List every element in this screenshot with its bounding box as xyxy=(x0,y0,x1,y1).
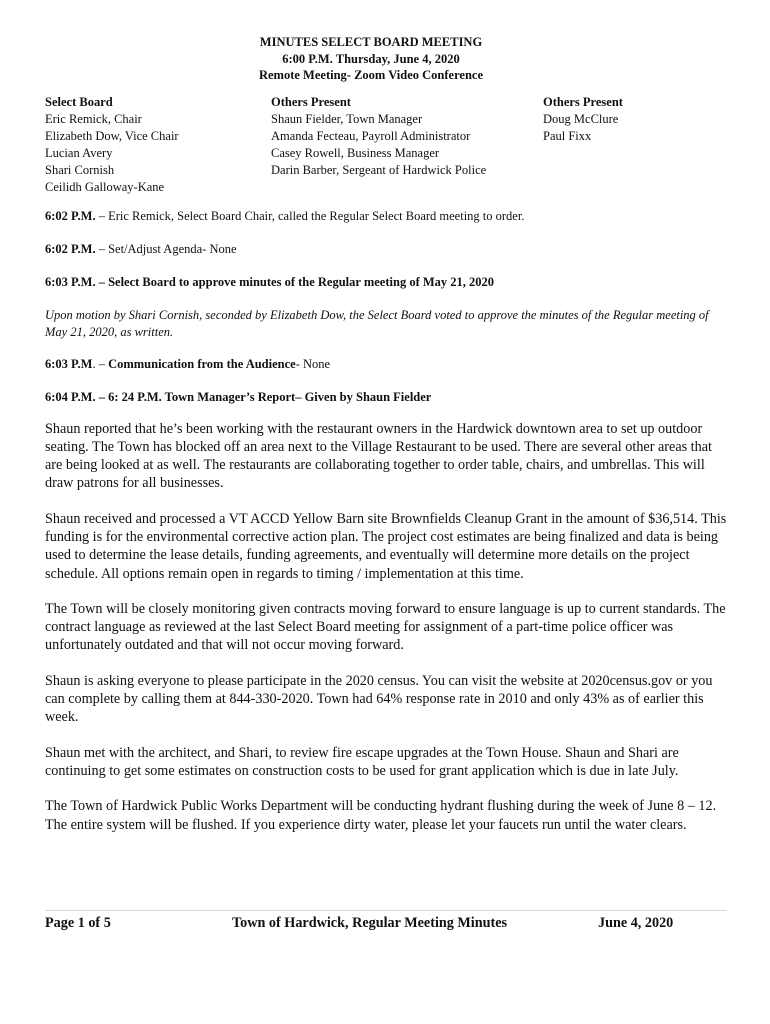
item-heading: 6:04 P.M. – 6: 24 P.M. Town Manager’s Report– Given by Shaun Fielder xyxy=(45,389,432,404)
agenda-item-audience xyxy=(45,356,727,373)
others-present-member: Casey Rowell, Business Manager xyxy=(271,145,440,160)
footer-title: Town of Hardwick, Regular Meeting Minutes xyxy=(232,915,508,931)
report-paragraph: Shaun received and processed a VT ACCD Yellow Barn site Brownfields Cleanup Grant in the amount of $36,514. This funding is for the environmental corrective action plan. The project cost estimates are being finalized and data is being used to determine the lease details, funding agreements, and eventually will determine more details on the project schedule. All options remain open in regards to timing / implementation at this time. xyxy=(45,510,727,582)
report-paragraph: The Town will be closely monitoring given contracts moving forward to ensure language is up to current standards. The contract language as reviewed at the last Select Board meeting for assignment of a part-time police officer was unfortunately outdated and that will not occur moving forward. xyxy=(45,600,726,654)
others-present-member: Shaun Fielder, Town Manager xyxy=(271,111,423,126)
document-page xyxy=(45,34,727,834)
others-present-column-1 xyxy=(271,94,486,179)
item-time: 6:03 P.M xyxy=(45,356,93,371)
footer-divider xyxy=(45,910,727,911)
agenda-item-set-agenda xyxy=(45,241,727,258)
item-text: – Set/Adjust Agenda- None xyxy=(95,241,237,256)
agenda-item-managers-report xyxy=(45,389,727,406)
item-heading: 6:03 P.M. – Select Board to approve minutes of the Regular meeting of May 21, 2020 xyxy=(45,274,495,289)
select-board-member: Shari Cornish xyxy=(45,162,115,177)
report-paragraph: The Town of Hardwick Public Works Department will be conducting hydrant flushing during the week of June 8 – 12. The entire system will be flushed. If you experience dirty water, please let your faucets run until the water clears. xyxy=(45,798,717,833)
item-text: – Eric Remick, Select Board Chair, called the Regular Select Board meeting to order. xyxy=(95,208,525,223)
others-present-column-2 xyxy=(543,94,623,145)
report-paragraph: Shaun met with the architect, and Shari, to review fire escape upgrades at the Town House. Shaun and Shari are continuing to get some estimates on construction costs to be used for grant application which is due in late July. xyxy=(45,744,679,779)
select-board-heading: Select Board xyxy=(45,94,113,109)
agenda-item-call-to-order xyxy=(45,208,727,225)
item-text: - None xyxy=(295,356,331,371)
report-paragraph: Shaun reported that he’s been working with the restaurant owners in the Hardwick downtown area to set up outdoor seating. The Town has blocked off an area next to the Village Restaurant to be used. There are several other areas that are being looked at as well. The restaurants are collaborating together to order table, chairs, and umbrellas. This will draw patrons for all businesses. xyxy=(45,420,712,492)
select-board-member: Lucian Avery xyxy=(45,145,113,160)
header-title: MINUTES SELECT BOARD MEETING xyxy=(259,35,483,49)
select-board-member: Elizabeth Dow, Vice Chair xyxy=(45,128,179,143)
motion-text: Upon motion by Shari Cornish, seconded by Elizabeth Dow, the Select Board voted to approve the minutes of the Regular meeting of May 21, 2020, as written. xyxy=(45,307,709,339)
agenda-item-minutes xyxy=(45,274,727,291)
report-paragraph: Shaun is asking everyone to please participate in the 2020 census. You can visit the website at 2020census.gov or you can complete by calling them at 844-330-2020. Town had 64% response rate in 2010 and only 43% as of earlier this week. xyxy=(45,672,713,726)
item-time: 6:02 P.M. xyxy=(45,241,96,256)
item-time: 6:02 P.M. xyxy=(45,208,96,223)
others-present-member: Darin Barber, Sergeant of Hardwick Police xyxy=(271,162,487,177)
document-header xyxy=(15,34,727,84)
others-present-member: Amanda Fecteau, Payroll Administrator xyxy=(271,128,471,143)
others-present-heading: Others Present xyxy=(271,94,351,109)
footer-page-number: Page 1 of 5 xyxy=(45,915,111,931)
item-separator: . – xyxy=(92,356,109,371)
select-board-column xyxy=(45,94,179,196)
footer-date: June 4, 2020 xyxy=(598,915,674,931)
others-present-member: Doug McClure xyxy=(543,111,619,126)
others-present-heading: Others Present xyxy=(543,94,623,109)
others-present-member: Paul Fixx xyxy=(543,128,592,143)
header-location: Remote Meeting- Zoom Video Conference xyxy=(258,68,483,82)
item-heading: Communication from the Audience xyxy=(108,356,296,371)
select-board-member: Ceilidh Galloway-Kane xyxy=(45,179,165,194)
attendance-section xyxy=(45,94,727,194)
select-board-member: Eric Remick, Chair xyxy=(45,111,142,126)
page-footer xyxy=(45,913,727,933)
header-datetime: 6:00 P.M. Thursday, June 4, 2020 xyxy=(282,51,460,66)
